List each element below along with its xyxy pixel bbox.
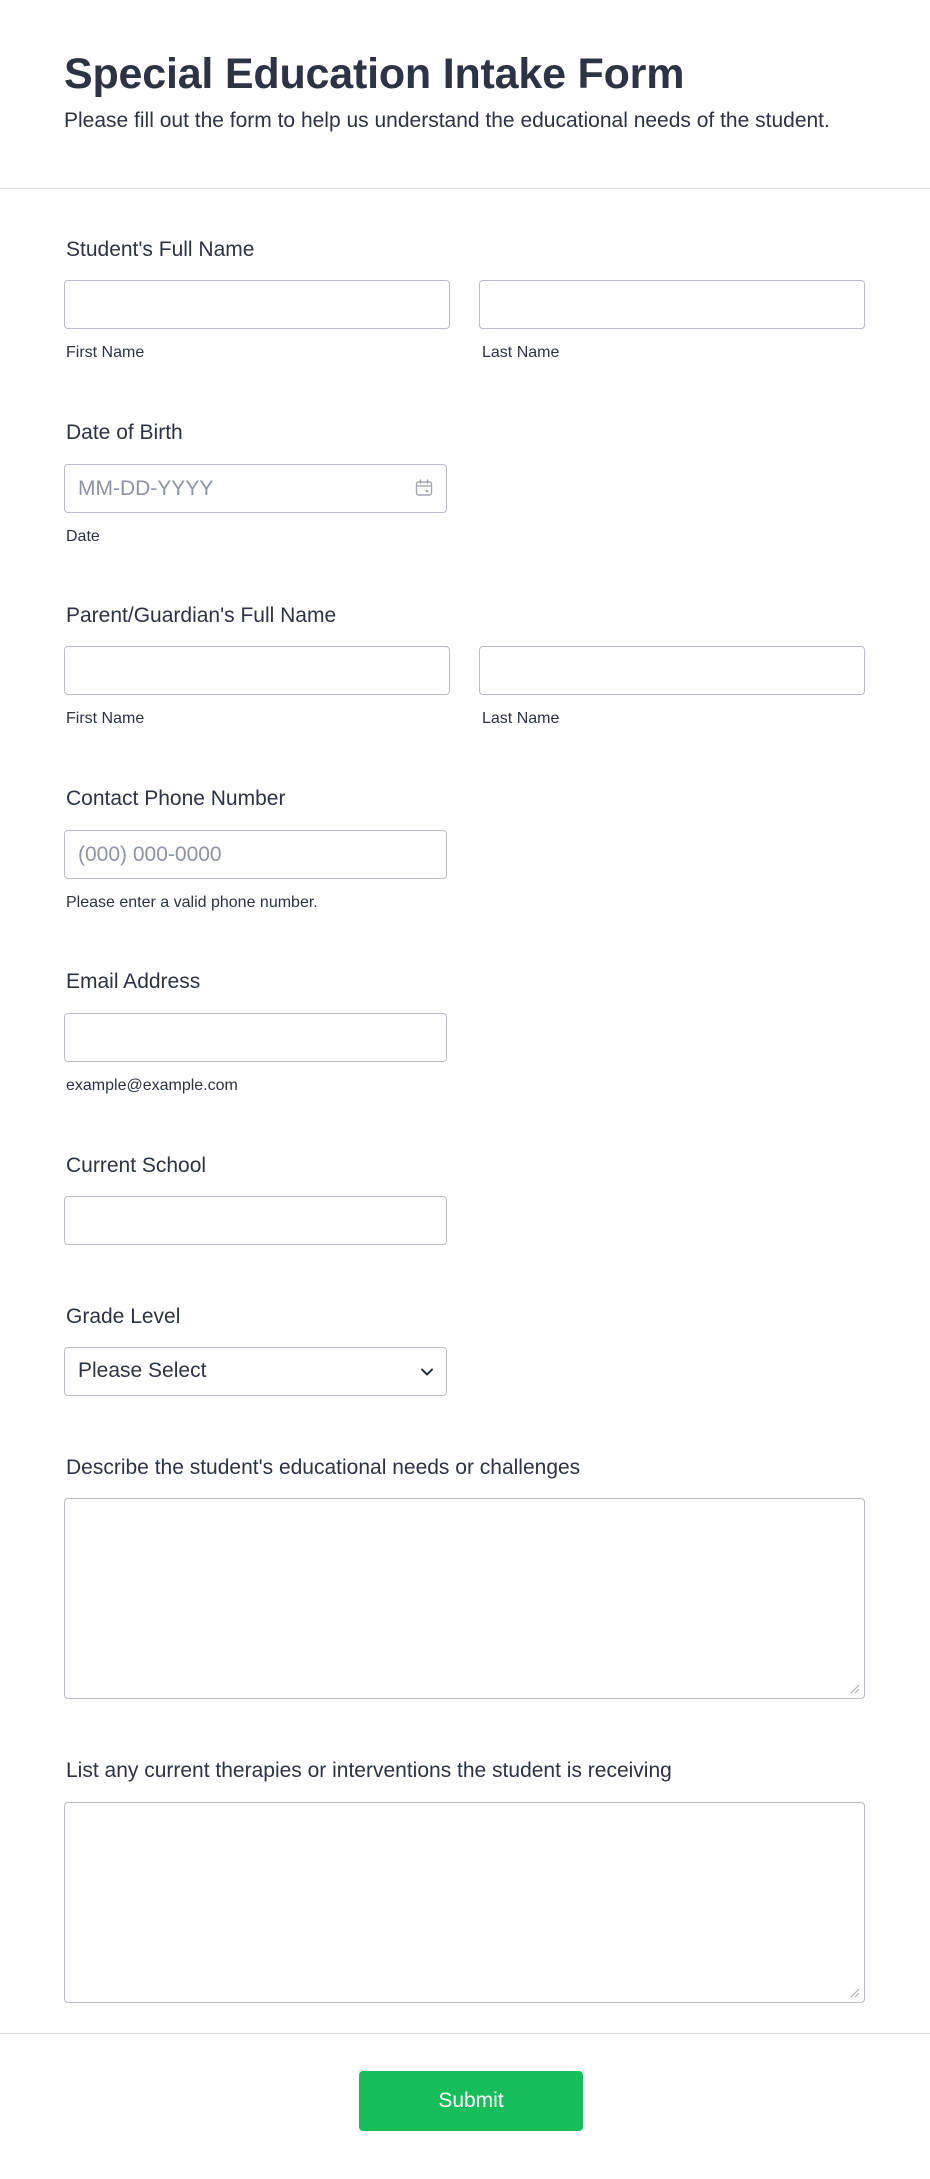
resize-grip-icon[interactable] bbox=[850, 1988, 860, 1998]
page-title: Special Education Intake Form bbox=[64, 50, 685, 98]
grade-select[interactable] bbox=[64, 1347, 447, 1396]
submit-button[interactable]: Submit bbox=[359, 2071, 583, 2131]
email-label: Email Address bbox=[66, 970, 201, 993]
student-name-label: Student's Full Name bbox=[66, 238, 255, 261]
dob-sublabel: Date bbox=[66, 528, 100, 545]
phone-label: Contact Phone Number bbox=[66, 787, 286, 810]
email-input[interactable] bbox=[64, 1013, 447, 1062]
guardian-last-name-input[interactable] bbox=[479, 646, 865, 695]
guardian-name-label: Parent/Guardian's Full Name bbox=[66, 604, 337, 627]
student-last-name-input[interactable] bbox=[479, 280, 865, 329]
grade-selected-value: Please Select bbox=[78, 1359, 207, 1382]
student-first-name-sublabel: First Name bbox=[66, 344, 145, 361]
needs-label: Describe the student's educational needs or challenges bbox=[66, 1456, 581, 1479]
needs-textarea[interactable] bbox=[64, 1498, 865, 1699]
student-first-name-input[interactable] bbox=[64, 280, 450, 329]
resize-grip-icon[interactable] bbox=[850, 1684, 860, 1694]
school-input[interactable] bbox=[64, 1196, 447, 1245]
guardian-last-name-sublabel: Last Name bbox=[482, 710, 560, 727]
school-label: Current School bbox=[66, 1154, 207, 1177]
chevron-down-icon bbox=[420, 1365, 434, 1379]
form-header bbox=[0, 0, 930, 189]
student-last-name-sublabel: Last Name bbox=[482, 344, 560, 361]
form-footer bbox=[0, 2033, 930, 2179]
phone-sublabel: Please enter a valid phone number. bbox=[66, 894, 318, 911]
calendar-icon[interactable] bbox=[415, 479, 433, 497]
therapies-label: List any current therapies or interventions the student is receiving bbox=[66, 1759, 672, 1782]
dob-label: Date of Birth bbox=[66, 421, 183, 444]
therapies-textarea[interactable] bbox=[64, 1802, 865, 2003]
phone-input[interactable] bbox=[64, 830, 447, 879]
guardian-first-name-sublabel: First Name bbox=[66, 710, 145, 727]
email-sublabel: example@example.com bbox=[66, 1077, 238, 1094]
guardian-first-name-input[interactable] bbox=[64, 646, 450, 695]
dob-field bbox=[64, 464, 447, 513]
grade-label: Grade Level bbox=[66, 1305, 181, 1328]
dob-input[interactable] bbox=[64, 464, 447, 513]
page-subtitle: Please fill out the form to help us understand the educational needs of the student. bbox=[64, 109, 830, 132]
